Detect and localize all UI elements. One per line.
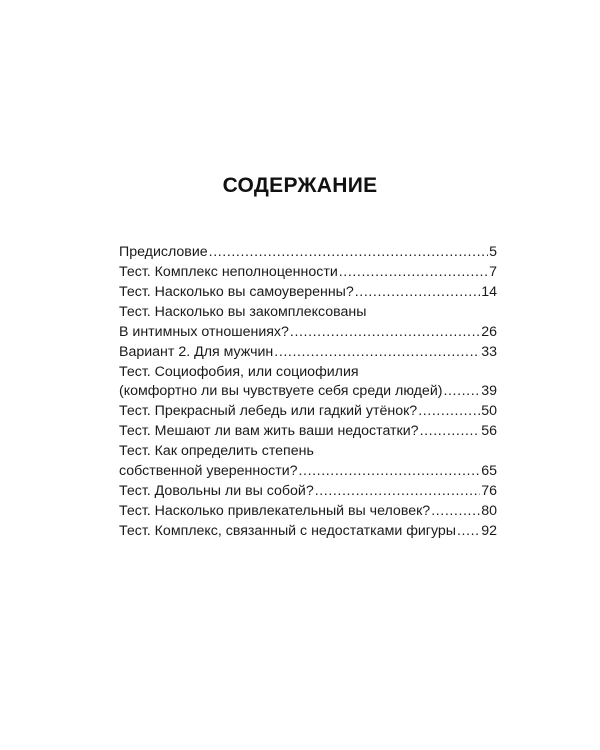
toc-line xyxy=(119,343,497,363)
toc-page-number: 26 xyxy=(481,323,497,340)
toc-line xyxy=(119,263,497,283)
toc-entry xyxy=(119,442,497,481)
toc-entry-title: Вариант 2. Для мужчин xyxy=(119,343,274,360)
toc-entry-title: Тест. Мешают ли вам жить ваши недостатки? xyxy=(119,423,419,440)
toc-page-number: 5 xyxy=(489,244,497,260)
toc-line xyxy=(119,502,497,522)
toc-entry xyxy=(119,283,497,303)
toc-entry xyxy=(119,263,497,283)
toc-entry xyxy=(119,522,497,542)
toc-entry-title: Тест. Насколько привлекательный вы человек? xyxy=(119,502,431,519)
toc-page-number: 39 xyxy=(481,383,497,400)
dot-leader xyxy=(457,522,480,542)
toc-entry-title-continued: (комфортно ли вы чувствуете себя среди людей) xyxy=(119,383,443,400)
toc-entry xyxy=(119,502,497,522)
toc-line xyxy=(119,422,497,442)
toc-line-first xyxy=(119,363,497,383)
toc-line xyxy=(119,402,497,422)
toc-entry-title: Тест. Насколько вы закомплексованы xyxy=(119,303,367,320)
toc-entry xyxy=(119,422,497,442)
toc-page-number: 7 xyxy=(489,263,497,280)
toc-entry xyxy=(119,343,497,363)
toc-page-number: 50 xyxy=(481,403,497,420)
dot-leader xyxy=(418,402,480,422)
toc-page-number: 76 xyxy=(481,482,497,499)
toc-line xyxy=(119,382,497,402)
toc-line-first xyxy=(119,442,497,462)
toc-line xyxy=(119,482,497,502)
dot-leader xyxy=(290,323,480,343)
dot-leader xyxy=(209,243,488,263)
dot-leader xyxy=(299,462,481,482)
toc-page-number: 56 xyxy=(481,423,497,440)
toc-page-number: 80 xyxy=(481,502,497,519)
toc-entry-title: Тест. Комплекс неполноценности xyxy=(119,263,338,280)
toc-line xyxy=(119,522,497,542)
toc-entry xyxy=(119,363,497,402)
toc-page-number: 33 xyxy=(481,343,497,360)
dot-leader xyxy=(355,283,480,303)
toc-entry xyxy=(119,303,497,342)
toc-page-number: 92 xyxy=(481,522,497,539)
toc-entry xyxy=(119,402,497,422)
table-of-contents xyxy=(119,243,497,542)
toc-entry-title-continued: собственной уверенности? xyxy=(119,462,298,479)
toc-page-number: 14 xyxy=(481,283,497,300)
toc-line xyxy=(119,283,497,303)
dot-leader xyxy=(274,343,480,363)
toc-entry-title: Тест. Насколько вы самоуверенны? xyxy=(119,283,354,300)
toc-entry xyxy=(119,482,497,502)
toc-line-first xyxy=(119,303,497,323)
toc-entry-title: Тест. Как определить степень xyxy=(119,443,314,460)
dot-leader xyxy=(420,422,481,442)
contents-heading: СОДЕРЖАНИЕ xyxy=(222,174,378,197)
toc-entry-title-continued: В интимных отношениях? xyxy=(119,323,289,340)
toc-entry-title: Тест. Комплекс, связанный с недостатками фигуры xyxy=(119,522,456,539)
toc-entry-title: Тест. Довольны ли вы собой? xyxy=(119,482,314,499)
dot-leader xyxy=(443,382,480,402)
toc-page-number: 65 xyxy=(481,462,497,479)
toc-entry-title: Тест. Социофобия, или социофилия xyxy=(119,363,359,380)
toc-entry-title: Тест. Прекрасный лебедь или гадкий утёнок? xyxy=(119,403,418,420)
toc-entry-title: Предисловие xyxy=(119,244,208,260)
toc-line xyxy=(119,323,497,343)
dot-leader xyxy=(339,263,488,283)
toc-entry xyxy=(119,243,497,263)
dot-leader xyxy=(431,502,480,522)
dot-leader xyxy=(315,482,481,502)
toc-line xyxy=(119,462,497,482)
toc-line xyxy=(119,243,497,263)
